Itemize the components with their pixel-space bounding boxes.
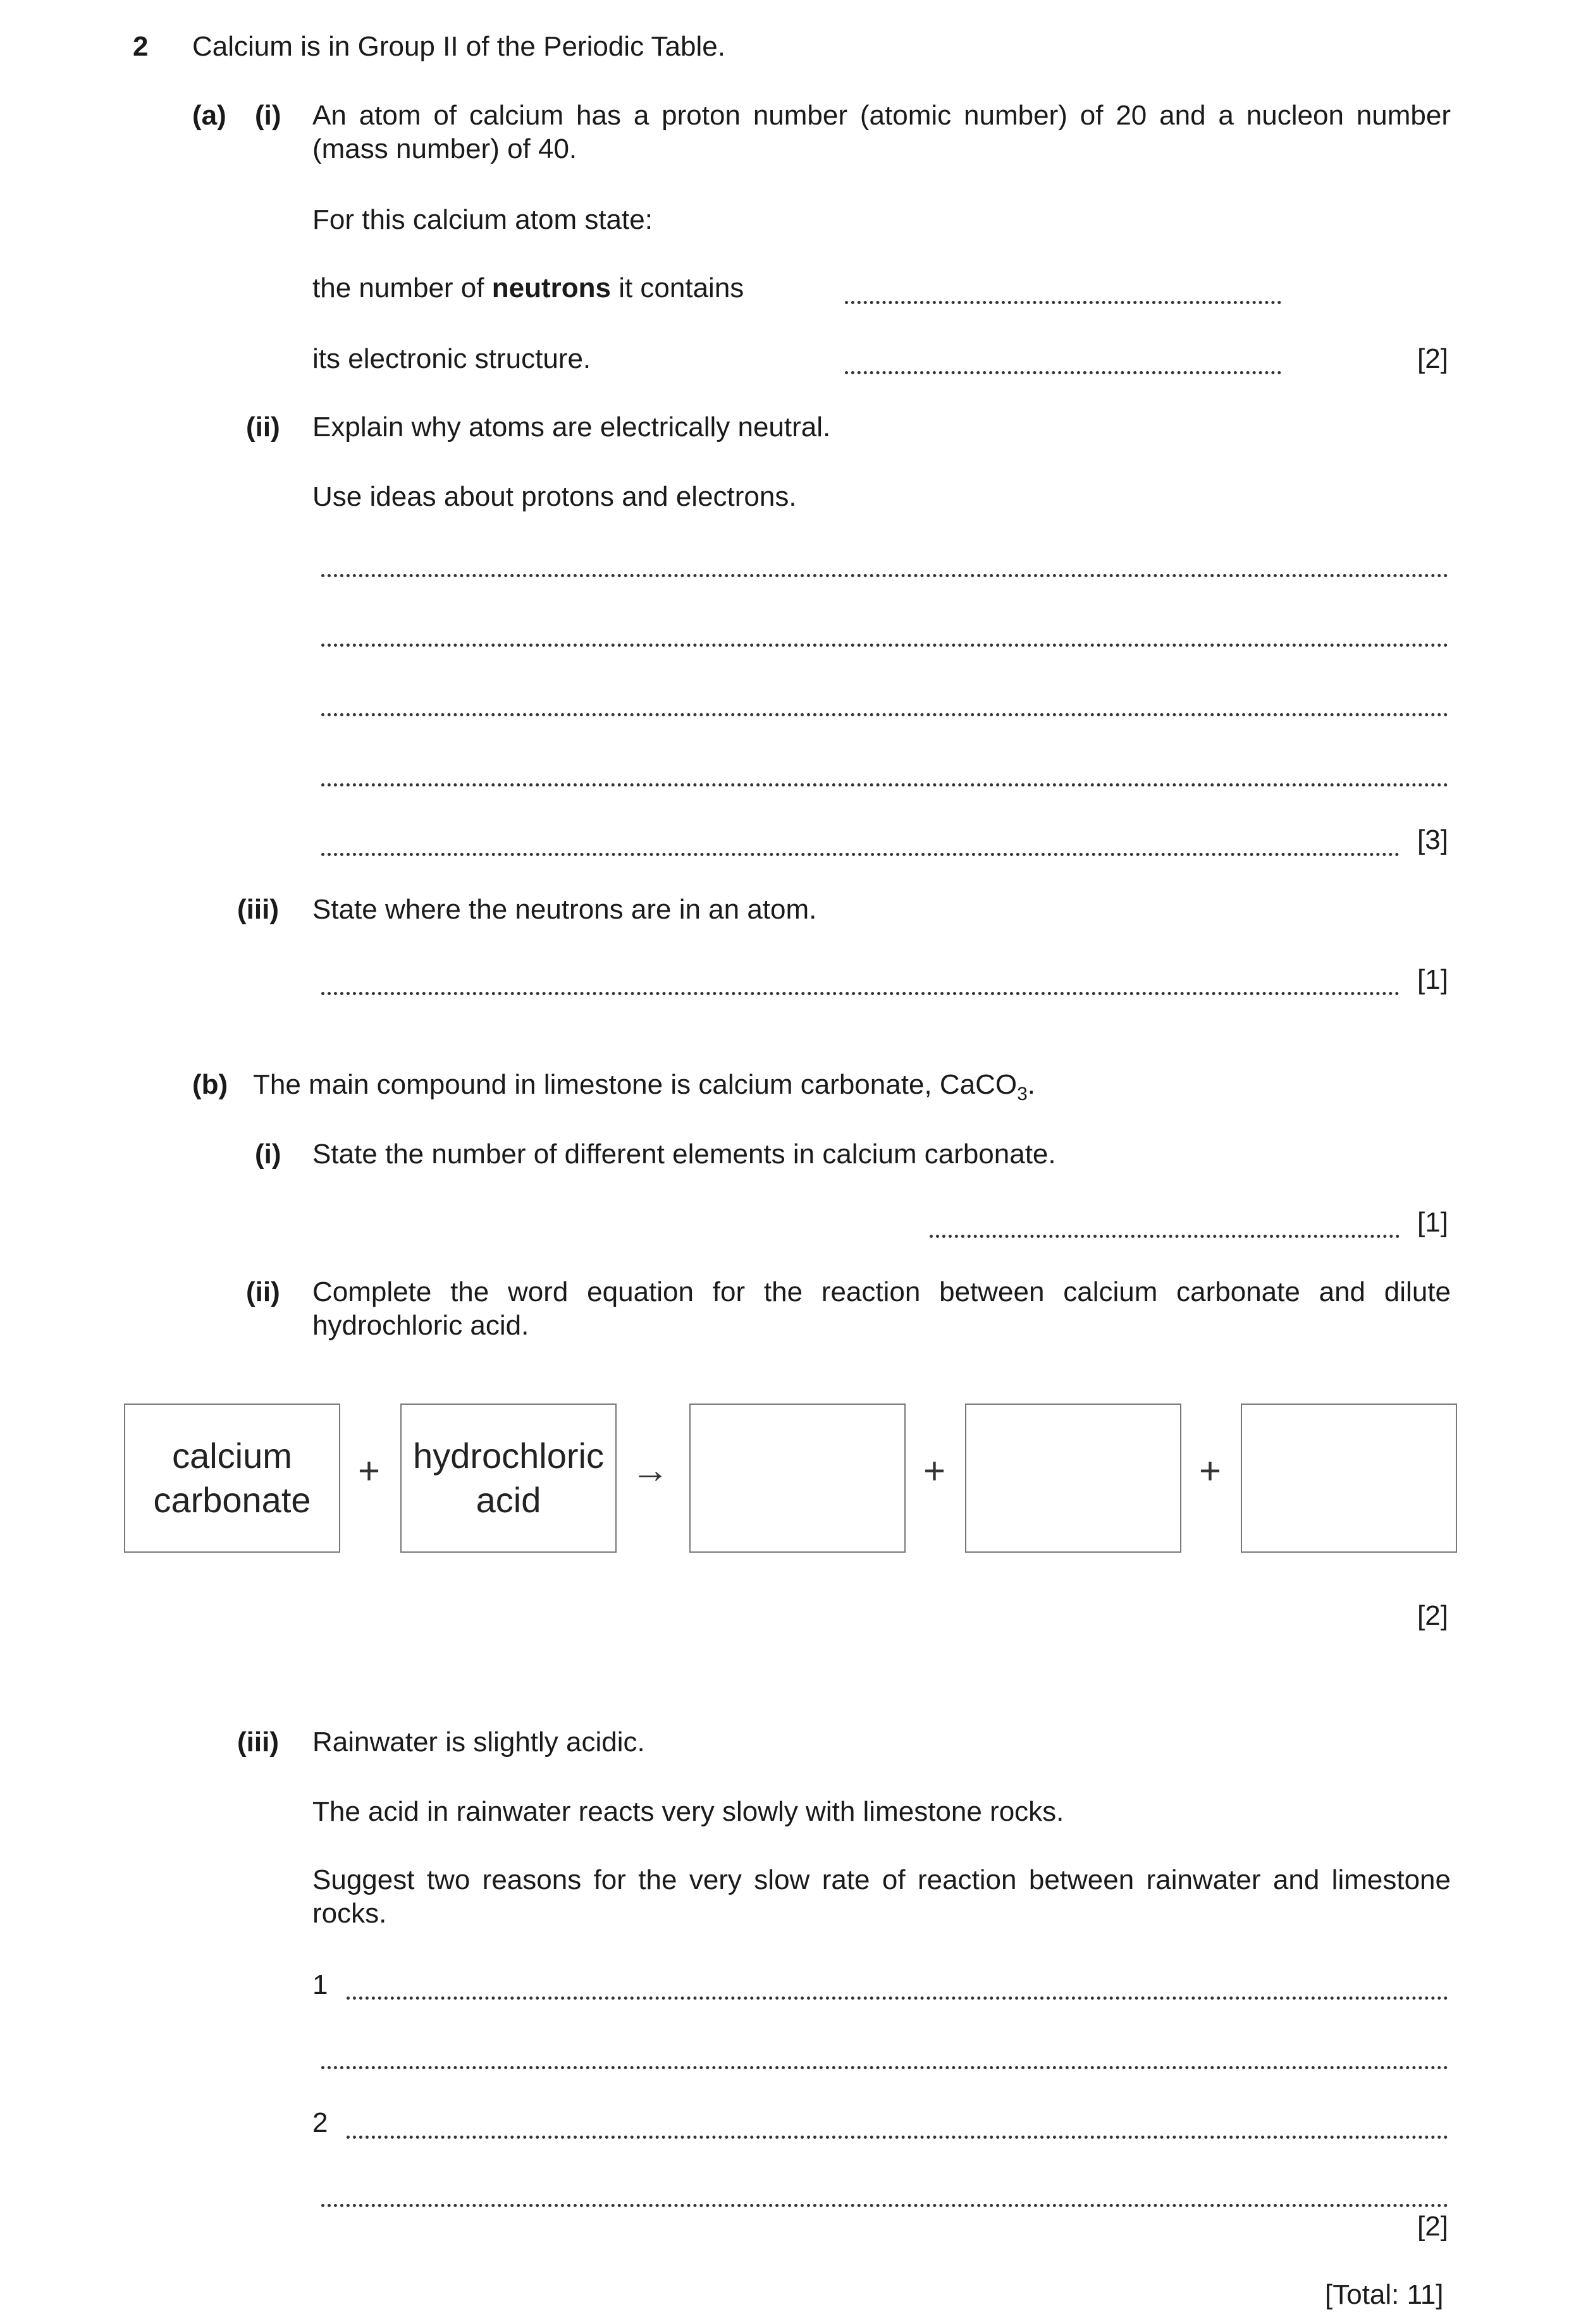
- equation-box-product-2[interactable]: [965, 1404, 1181, 1553]
- part-a-iii-label: (iii): [237, 894, 279, 925]
- reason-2-answer-line[interactable]: [321, 2204, 1448, 2207]
- part-b-text-main: The main compound in limestone is calcium carbonate, CaCO: [253, 1069, 1018, 1100]
- answer-line[interactable]: [321, 853, 1400, 856]
- arrow-icon: →: [631, 1448, 669, 1491]
- part-a-label: (a): [192, 100, 226, 131]
- part-a-i-text: An atom of calcium has a proton number (atomic number) of 20 and a nucleon number (mass number) of 40.: [312, 100, 1451, 164]
- part-a-ii-marks: [3]: [1417, 824, 1448, 855]
- neutrons-prompt-bold: neutrons: [491, 272, 611, 303]
- answer-line[interactable]: [930, 1235, 1400, 1238]
- question-number: 2: [133, 31, 149, 62]
- answer-line[interactable]: [321, 713, 1448, 716]
- part-a-iii-text: State where the neutrons are in an atom.: [312, 894, 817, 925]
- part-a-ii-hint: Use ideas about protons and electrons.: [312, 481, 797, 512]
- part-b-i-label: (i): [255, 1139, 281, 1170]
- part-b-text: [253, 1068, 1035, 1102]
- part-b-ii-text: Complete the word equation for the reaction between calcium carbonate and dilute hydrochloric acid.: [312, 1276, 1451, 1341]
- neutrons-prompt: [312, 272, 744, 305]
- part-b-iii-text-3: Suggest two reasons for the very slow rate of reaction between rainwater and limestone rocks.: [312, 1864, 1451, 1929]
- part-a-ii-text: Explain why atoms are electrically neutral.: [312, 412, 831, 443]
- part-b-text-subscript: 3: [1017, 1084, 1028, 1104]
- equation-box-product-1[interactable]: [689, 1404, 906, 1553]
- part-a-i-label: (i): [255, 100, 281, 131]
- neutrons-prompt-post: it contains: [610, 272, 744, 303]
- answer-line[interactable]: [321, 574, 1448, 577]
- part-b-ii-label: (ii): [246, 1276, 280, 1307]
- answer-line[interactable]: [321, 992, 1400, 995]
- neutrons-answer-line[interactable]: [845, 301, 1281, 304]
- equation-box-product-3[interactable]: [1241, 1404, 1457, 1553]
- part-a-i-state: For this calcium atom state:: [312, 204, 653, 235]
- electronic-prompt: its electronic structure.: [312, 343, 591, 374]
- part-b-iii-text-1: Rainwater is slightly acidic.: [312, 1727, 645, 1758]
- neutrons-prompt-pre: the number of: [312, 272, 492, 303]
- equation-box-reactant-2: hydrochloric acid: [400, 1404, 617, 1553]
- part-b-text-end: .: [1027, 1069, 1036, 1100]
- reason-1-answer-line[interactable]: [347, 1997, 1448, 2000]
- part-b-ii-marks: [2]: [1417, 1600, 1448, 1631]
- answer-line[interactable]: [321, 783, 1448, 786]
- reason-2-answer-line[interactable]: [347, 2136, 1448, 2139]
- part-b-i-text: State the number of different elements in calcium carbonate.: [312, 1139, 1056, 1170]
- part-b-iii-text-2: The acid in rainwater reacts very slowly with limestone rocks.: [312, 1796, 1064, 1827]
- part-a-i-marks: [2]: [1417, 343, 1448, 374]
- reason-number-1: 1: [312, 1969, 328, 2000]
- electronic-answer-line[interactable]: [845, 371, 1281, 374]
- total-marks: [Total: 11]: [1325, 2279, 1444, 2310]
- reason-number-2: 2: [312, 2107, 328, 2138]
- part-b-iii-label: (iii): [237, 1727, 279, 1758]
- plus-sign: +: [358, 1450, 381, 1492]
- reason-1-answer-line[interactable]: [321, 2066, 1448, 2069]
- answer-line[interactable]: [321, 644, 1448, 647]
- part-a-iii-marks: [1]: [1417, 964, 1448, 995]
- equation-box-reactant-1: calcium carbonate: [124, 1404, 340, 1553]
- plus-sign: +: [1199, 1450, 1222, 1492]
- part-b-label: (b): [192, 1069, 228, 1100]
- part-a-ii-label: (ii): [246, 412, 280, 443]
- plus-sign: +: [923, 1450, 946, 1492]
- part-b-i-marks: [1]: [1417, 1207, 1448, 1238]
- question-intro: Calcium is in Group II of the Periodic Table.: [192, 31, 725, 62]
- part-b-iii-marks: [2]: [1417, 2211, 1448, 2242]
